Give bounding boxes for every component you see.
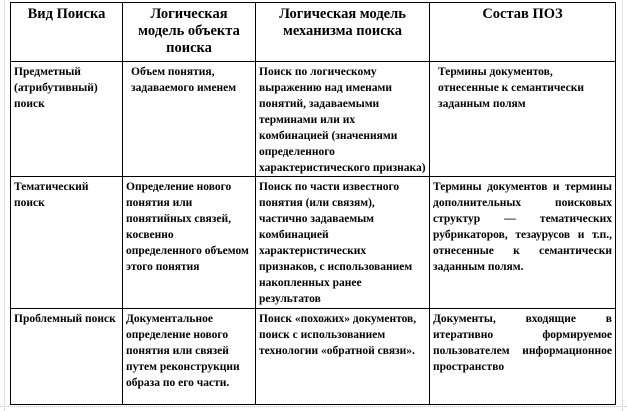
header-search-type: Вид Поиска bbox=[11, 3, 123, 62]
header-object-model: Логическая модель объекта поиска bbox=[123, 3, 256, 62]
cell-search-type: Тематический поиск bbox=[11, 177, 123, 309]
margin-guide-right bbox=[622, 0, 623, 411]
table-row bbox=[11, 309, 616, 405]
cell-poz: Термины документов и термины дополнительных поисковых структур — тематических рубрикаторов, тезаурусов и т.п., отнесенные к семантически заданным полям. bbox=[430, 177, 616, 309]
search-types-table bbox=[10, 2, 616, 405]
table-header-row bbox=[11, 3, 616, 62]
header-mechanism-model: Логическая модель механизма поиска bbox=[256, 3, 430, 62]
cell-search-type: Предметный (атрибутивный) поиск bbox=[11, 62, 123, 177]
cell-object-model: Объем понятия, задаваемого именем bbox=[123, 62, 256, 177]
cell-mechanism-model: Поиск «похожих» документов, поиск с использованием технологии «обратной связи». bbox=[256, 309, 430, 405]
table-row bbox=[11, 177, 616, 309]
cell-poz: Термины документов, отнесенные к семантически заданным полям bbox=[430, 62, 616, 177]
cell-object-model: Документальное определение нового понятия или связей путем реконструкции образа по его части. bbox=[123, 309, 256, 405]
table-row bbox=[11, 62, 616, 177]
cell-poz: Документы, входящие в итеративно формируемое пользователем информационное пространство bbox=[430, 309, 616, 405]
cell-object-model: Определение нового понятия или понятийных связей, косвенно определенного объемом этого понятия bbox=[123, 177, 256, 309]
margin-guide-left bbox=[4, 0, 5, 411]
header-poz: Состав ПОЗ bbox=[430, 3, 616, 62]
cell-search-type: Проблемный поиск bbox=[11, 309, 123, 405]
margin-guide-bottom bbox=[0, 406, 627, 407]
cell-mechanism-model: Поиск по части известного понятия (или связям), частично задаваемым комбинацией характеристических признаков, с использованием накопленных ранее результатов bbox=[256, 177, 430, 309]
cell-mechanism-model: Поиск по логическому выражению над именами понятий, задаваемыми терминами или их комбинацией (значениями определенного характеристического признака) bbox=[256, 62, 430, 177]
